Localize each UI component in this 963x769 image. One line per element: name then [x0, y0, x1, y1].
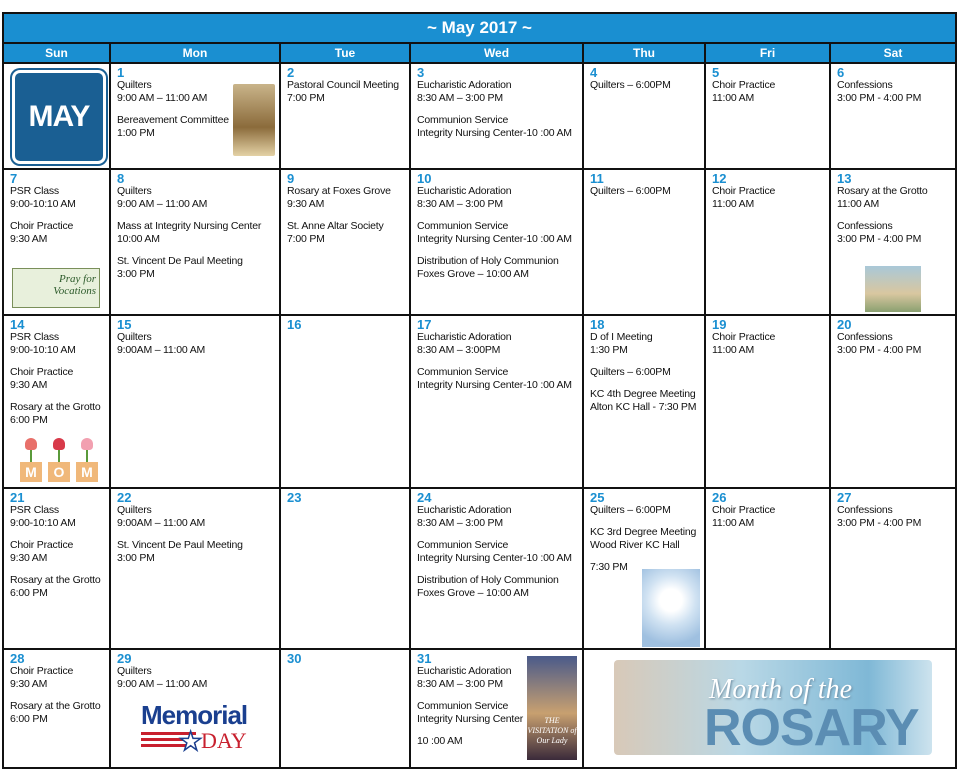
event-title: D of I Meeting — [590, 331, 653, 343]
event-title: Quilters – 6:00PM — [590, 79, 671, 91]
event-time: 11:00 AM — [837, 198, 879, 210]
event-time: Integrity Nursing Center-10 :00 AM — [417, 379, 572, 391]
event — [417, 366, 576, 392]
may-logo — [12, 70, 106, 164]
event — [417, 331, 576, 357]
day-number: 7 — [10, 171, 18, 186]
event-title: Communion Service — [417, 114, 509, 126]
day-number: 19 — [712, 317, 727, 332]
tulip-icon — [53, 438, 65, 450]
event-time: 9:30 AM — [10, 233, 48, 245]
event — [417, 185, 576, 211]
may-logo-text: MAY — [28, 100, 90, 133]
pray-for-vocations-text: Pray for Vocations — [53, 273, 96, 297]
event — [837, 79, 949, 105]
day-cell-6 — [831, 64, 955, 170]
day-cell-17 — [411, 316, 584, 489]
day-number: 23 — [287, 490, 302, 505]
event-time: 3:00 PM — [117, 268, 155, 280]
event-time: 9:00AM – 11:00 AM — [117, 344, 206, 356]
star-icon: ★ — [179, 726, 203, 756]
event-time: 9:30 AM — [10, 678, 48, 690]
event-title: Communion Service — [417, 700, 509, 712]
event-time: Integrity Nursing Center-10 :00 AM — [417, 552, 572, 564]
visitation-text: THE VISITATION of Our Lady — [527, 716, 577, 745]
tulip-icon — [25, 438, 37, 450]
event-title: Eucharistic Adoration — [417, 185, 512, 197]
day-cell-14 — [4, 316, 111, 489]
day-number: 18 — [590, 317, 605, 332]
event-time: 9:00-10:10 AM — [10, 198, 76, 210]
event-title: Rosary at the Grotto — [10, 700, 101, 712]
day-number: 26 — [712, 490, 727, 505]
event-time: 9:00 AM – 11:00 AM — [117, 92, 208, 104]
weekday-thu: Thu — [584, 44, 706, 62]
event-title: Quilters — [117, 79, 152, 91]
day-text: DAY — [201, 728, 247, 753]
event-time: Integrity Nursing Center-10 :00 AM — [417, 127, 572, 139]
event-title: Mass at Integrity Nursing Center — [117, 220, 262, 232]
event — [117, 220, 273, 246]
event — [117, 255, 273, 281]
event-title: Choir Practice — [712, 504, 776, 516]
event-title: PSR Class — [10, 504, 59, 516]
event-time: 1:00 PM — [117, 127, 155, 139]
day-cell-18 — [584, 316, 706, 489]
day-number: 17 — [417, 317, 432, 332]
day-number: 8 — [117, 171, 125, 186]
day-number: 25 — [590, 490, 605, 505]
tulip-icon — [81, 438, 93, 450]
event — [117, 185, 273, 211]
event-title: Quilters — [117, 331, 152, 343]
day-number: 14 — [10, 317, 25, 332]
rosary-line2: ROSARY — [704, 699, 919, 757]
day-cell-2 — [281, 64, 411, 170]
event-title: Communion Service — [417, 220, 509, 232]
day-number: 4 — [590, 65, 598, 80]
day-number: 5 — [712, 65, 720, 80]
rosary-banner-cell — [584, 650, 955, 767]
event — [287, 220, 403, 246]
weekday-mon: Mon — [111, 44, 281, 62]
event-title: 10 :00 AM — [417, 735, 463, 747]
event — [10, 504, 103, 530]
event — [10, 574, 103, 600]
day-number: 3 — [417, 65, 425, 80]
event-title: Rosary at the Grotto — [10, 401, 101, 413]
event-title: Eucharistic Adoration — [417, 665, 512, 677]
event-time: 1:30 PM — [590, 344, 628, 356]
event — [590, 388, 698, 414]
event-time: Wood River KC Hall — [590, 539, 680, 551]
day-number: 21 — [10, 490, 25, 505]
event-time: 9:00AM – 11:00 AM — [117, 517, 206, 529]
event — [417, 114, 576, 140]
event — [590, 366, 698, 379]
event — [10, 665, 103, 691]
event-title: Quilters – 6:00PM — [590, 185, 671, 197]
day-number: 30 — [287, 651, 302, 666]
event — [287, 79, 403, 105]
event — [117, 539, 273, 565]
weekday-header — [4, 44, 955, 62]
day-cell-4 — [584, 64, 706, 170]
event-time: 9:00 AM – 11:00 AM — [117, 678, 208, 690]
event-title: PSR Class — [10, 331, 59, 343]
day-cell-21 — [4, 489, 111, 650]
event — [417, 79, 576, 105]
event-time: 6:00 PM — [10, 414, 48, 426]
event — [10, 366, 103, 392]
event — [10, 700, 103, 726]
event — [417, 255, 576, 281]
event-time: 9:00-10:10 AM — [10, 517, 76, 529]
event-title: Eucharistic Adoration — [417, 504, 512, 516]
saint-joseph-image — [233, 84, 275, 156]
ascension-image — [642, 569, 700, 647]
event-title: Confessions — [837, 331, 893, 343]
event — [712, 504, 823, 530]
event — [712, 185, 823, 211]
day-number: 1 — [117, 65, 125, 80]
event-title: Distribution of Holy Communion — [417, 574, 559, 586]
calendar — [2, 12, 957, 769]
event — [117, 665, 273, 691]
event — [10, 220, 103, 246]
event — [712, 331, 823, 357]
event-title: Rosary at the Grotto — [837, 185, 928, 197]
event-time: 9:00-10:10 AM — [10, 344, 76, 356]
event-time: 11:00 AM — [712, 344, 754, 356]
day-cell-7 — [4, 170, 111, 316]
month-of-rosary-banner — [614, 660, 932, 755]
weekday-wed: Wed — [411, 44, 584, 62]
event-time: Integrity Nursing Center — [417, 713, 524, 725]
day-number: 31 — [417, 651, 432, 666]
event — [10, 331, 103, 357]
event-title: KC 4th Degree Meeting — [590, 388, 696, 400]
day-number: 22 — [117, 490, 132, 505]
event — [10, 539, 103, 565]
event-title: Quilters – 6:00PM — [590, 504, 671, 516]
event-title: PSR Class — [10, 185, 59, 197]
event-time: 10:00 AM — [117, 233, 160, 245]
pray-for-vocations-banner — [12, 268, 100, 308]
pot-letter: M — [20, 462, 42, 482]
event — [10, 401, 103, 427]
event-title: Quilters — [117, 185, 152, 197]
event — [590, 526, 698, 552]
day-cell-20 — [831, 316, 955, 489]
event-title: Choir Practice — [10, 665, 74, 677]
event-title: St. Anne Altar Society — [287, 220, 384, 232]
event-title: Choir Practice — [712, 79, 776, 91]
day-number: 2 — [287, 65, 295, 80]
event-title: Communion Service — [417, 366, 509, 378]
event — [117, 504, 273, 530]
grotto-image — [865, 266, 921, 312]
day-number: 6 — [837, 65, 845, 80]
event-time: 3:00 PM — [117, 552, 155, 564]
event-title: Choir Practice — [712, 185, 776, 197]
day-cell-1 — [111, 64, 281, 170]
stem — [58, 450, 60, 462]
day-number: 24 — [417, 490, 432, 505]
event-title: Eucharistic Adoration — [417, 331, 512, 343]
event-title: Confessions — [837, 220, 893, 232]
day-cell-28 — [4, 650, 111, 767]
day-cell-19 — [706, 316, 831, 489]
event-time: 9:00 AM – 11:00 AM — [117, 198, 208, 210]
event — [417, 539, 576, 565]
event — [837, 331, 949, 357]
event — [590, 504, 698, 517]
event-time: 8:30 AM – 3:00PM — [417, 344, 501, 356]
event-title: Distribution of Holy Communion — [417, 255, 559, 267]
event-title: St. Vincent De Paul Meeting — [117, 255, 243, 267]
event-time: Alton KC Hall - 7:30 PM — [590, 401, 697, 413]
day-cell-10 — [411, 170, 584, 316]
event-time: 8:30 AM – 3:00 PM — [417, 517, 503, 529]
event-title: Quilters — [117, 665, 152, 677]
weekday-sat: Sat — [831, 44, 955, 62]
day-cell-25 — [584, 489, 706, 650]
day-cell-30 — [281, 650, 411, 767]
day-number: 29 — [117, 651, 132, 666]
memorial-text: Memorial — [141, 700, 248, 730]
flower-pot — [48, 436, 70, 484]
flower-pot — [20, 436, 42, 484]
event-time: 3:00 PM - 4:00 PM — [837, 233, 922, 245]
event-time: 9:30 AM — [10, 552, 48, 564]
event-title: Choir Practice — [10, 366, 74, 378]
calendar-title: ~ May 2017 ~ — [4, 14, 955, 44]
event — [590, 331, 698, 357]
event — [712, 79, 823, 105]
event — [417, 574, 576, 600]
event-title: Pastoral Council Meeting — [287, 79, 399, 91]
day-cell-26 — [706, 489, 831, 650]
day-cell-12 — [706, 170, 831, 316]
day-number: 10 — [417, 171, 432, 186]
event — [590, 79, 698, 92]
day-cell-empty — [4, 64, 111, 170]
rosary-line1: Month of the — [709, 674, 853, 705]
visitation-image — [527, 656, 577, 760]
day-number: 9 — [287, 171, 295, 186]
day-number: 13 — [837, 171, 852, 186]
day-number: 16 — [287, 317, 302, 332]
day-cell-3 — [411, 64, 584, 170]
event-title: Confessions — [837, 504, 893, 516]
day-cell-16 — [281, 316, 411, 489]
event-time: Foxes Grove – 10:00 AM — [417, 268, 529, 280]
event-title: Communion Service — [417, 539, 509, 551]
event-title: 7:30 PM — [590, 561, 628, 573]
event-time: 3:00 PM - 4:00 PM — [837, 517, 922, 529]
event-time: 6:00 PM — [10, 713, 48, 725]
day-number: 28 — [10, 651, 25, 666]
weekday-sun: Sun — [4, 44, 111, 62]
event-title: Quilters – 6:00PM — [590, 366, 671, 378]
event — [287, 185, 403, 211]
calendar-grid — [4, 62, 955, 767]
event-time: 8:30 AM – 3:00 PM — [417, 198, 503, 210]
event-title: KC 3rd Degree Meeting — [590, 526, 697, 538]
event-title: Quilters — [117, 504, 152, 516]
day-cell-29 — [111, 650, 281, 767]
event-time: 3:00 PM - 4:00 PM — [837, 92, 922, 104]
event-time: 8:30 AM – 3:00 PM — [417, 678, 503, 690]
stem — [30, 450, 32, 462]
day-cell-22 — [111, 489, 281, 650]
event-time: 11:00 AM — [712, 517, 754, 529]
event-time: 6:00 PM — [10, 587, 48, 599]
event-title: Choir Practice — [10, 220, 74, 232]
mom-flowers-image — [20, 436, 100, 484]
day-cell-23 — [281, 489, 411, 650]
day-number: 15 — [117, 317, 132, 332]
day-cell-8 — [111, 170, 281, 316]
day-cell-9 — [281, 170, 411, 316]
event — [837, 185, 949, 211]
event — [10, 185, 103, 211]
event-time: 11:00 AM — [712, 198, 754, 210]
flower-pot — [76, 436, 98, 484]
event — [590, 185, 698, 198]
event-title: Rosary at the Grotto — [10, 574, 101, 586]
event — [417, 220, 576, 246]
weekday-tue: Tue — [281, 44, 411, 62]
event-title: St. Vincent De Paul Meeting — [117, 539, 243, 551]
day-cell-11 — [584, 170, 706, 316]
pot-letter: M — [76, 462, 98, 482]
memorial-day-logo — [141, 700, 261, 756]
day-number: 11 — [590, 171, 604, 186]
event — [117, 331, 273, 357]
event-time: Integrity Nursing Center-10 :00 AM — [417, 233, 572, 245]
day-cell-15 — [111, 316, 281, 489]
event-title: Confessions — [837, 79, 893, 91]
pot-letter: O — [48, 462, 70, 482]
day-number: 27 — [837, 490, 852, 505]
day-cell-24 — [411, 489, 584, 650]
day-number: 20 — [837, 317, 852, 332]
event — [837, 220, 949, 246]
event-title: Eucharistic Adoration — [417, 79, 512, 91]
event-time: 3:00 PM - 4:00 PM — [837, 344, 922, 356]
day-cell-13 — [831, 170, 955, 316]
event-title: Choir Practice — [712, 331, 776, 343]
day-cell-31 — [411, 650, 584, 767]
event-time: 9:30 AM — [10, 379, 48, 391]
event-time: Foxes Grove – 10:00 AM — [417, 587, 529, 599]
event — [837, 504, 949, 530]
event-time: 8:30 AM – 3:00 PM — [417, 92, 503, 104]
weekday-fri: Fri — [706, 44, 831, 62]
stem — [86, 450, 88, 462]
day-number: 12 — [712, 171, 727, 186]
event-title: Rosary at Foxes Grove — [287, 185, 391, 197]
event-time: 7:00 PM — [287, 92, 325, 104]
event-title: Choir Practice — [10, 539, 74, 551]
event-time: 11:00 AM — [712, 92, 754, 104]
day-cell-5 — [706, 64, 831, 170]
event — [417, 504, 576, 530]
day-cell-27 — [831, 489, 955, 650]
event-time: 7:00 PM — [287, 233, 325, 245]
event-time: 9:30 AM — [287, 198, 325, 210]
event-title: Bereavement Committee — [117, 114, 229, 126]
